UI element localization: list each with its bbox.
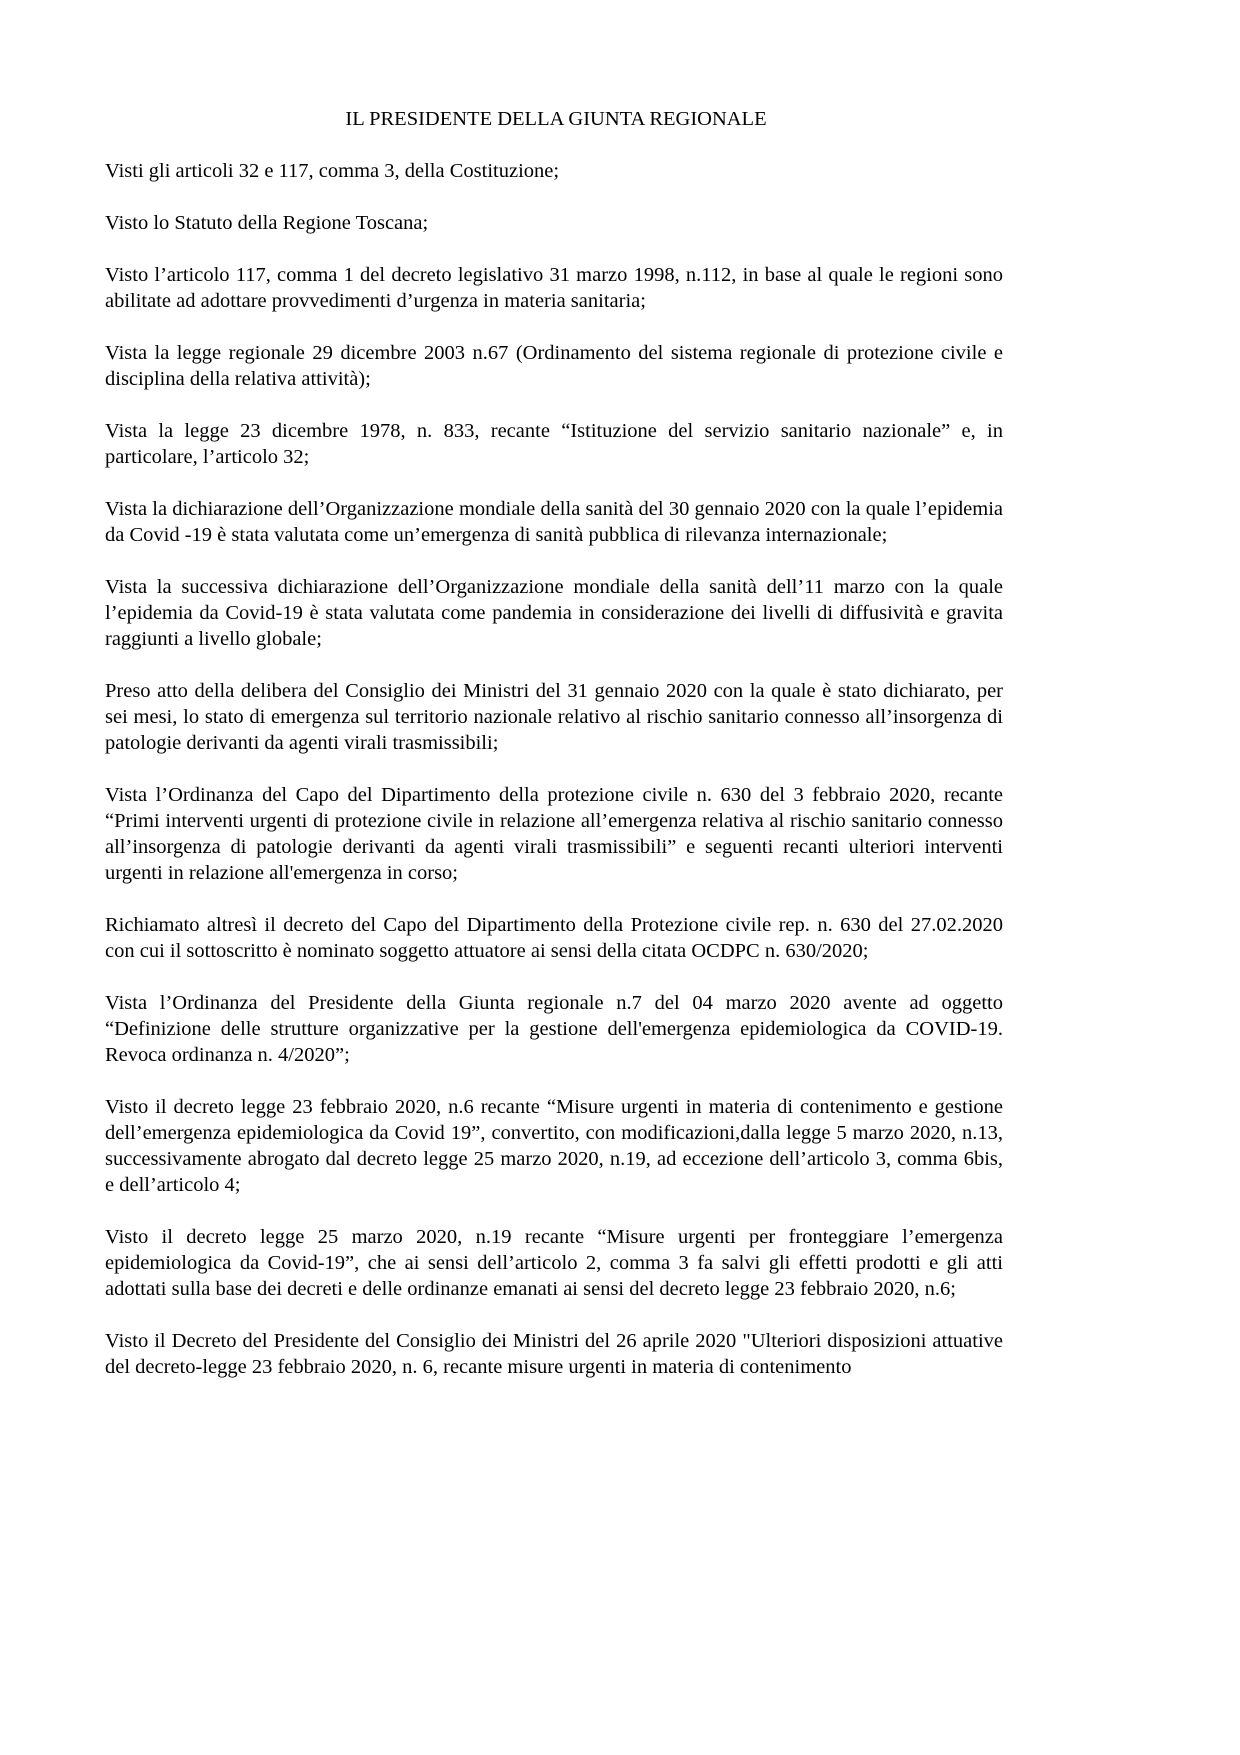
- paragraph-oms-30-gennaio: Vista la dichiarazione dell’Organizzazione mondiale della sanità del 30 gennaio 2020 con la quale l’epidemia da Covid -19 è stata valutata come un’emergenza di sanità pubblica di rilevanza internazionale;: [105, 498, 1003, 546]
- paragraph-oms-11-marzo: Vista la successiva dichiarazione dell’Organizzazione mondiale della sanità dell’11 marzo con la quale l’epidemia da Covid-19 è stata valutata come pandemia in considerazione dei livelli di diffusività e gravita raggiunti a livello globale;: [105, 576, 1003, 650]
- document-title: IL PRESIDENTE DELLA GIUNTA REGIONALE: [345, 108, 767, 130]
- paragraph-statuto: Visto lo Statuto della Regione Toscana;: [105, 212, 429, 234]
- paragraph-dlgs-112-1998: Visto l’articolo 117, comma 1 del decreto legislativo 31 marzo 1998, n.112, in base al quale le regioni sono abilitate ad adottare provvedimenti d’urgenza in materia sanitaria;: [105, 264, 1003, 312]
- document-page: [105, 106, 1003, 1406]
- paragraph-decreto-capo-dipartimento: Richiamato altresì il decreto del Capo del Dipartimento della Protezione civile rep. n. 630 del 27.02.2020 con cui il sottoscritto è nominato soggetto attuatore ai sensi della citata OCDPC n. 630/2020;: [105, 914, 1003, 962]
- paragraph-lr-67-2003: Vista la legge regionale 29 dicembre 2003 n.67 (Ordinamento del sistema regionale di protezione civile e disciplina della relativa attività);: [105, 342, 1003, 390]
- paragraph-ocdpc-630: Vista l’Ordinanza del Capo del Dipartimento della protezione civile n. 630 del 3 febbraio 2020, recante “Primi interventi urgenti di protezione civile in relazione all’emergenza relativa al rischio sanitario connesso all’insorgenza di patologie derivanti da agenti virali trasmissibili” e seguenti recanti ulteriori interventi urgenti in relazione all'emergenza in corso;: [105, 784, 1003, 884]
- paragraph-costituzione: Visti gli articoli 32 e 117, comma 3, della Costituzione;: [105, 160, 560, 182]
- paragraph-legge-833-1978: Vista la legge 23 dicembre 1978, n. 833, recante “Istituzione del servizio sanitario nazionale” e, in particolare, l’articolo 32;: [105, 420, 1003, 468]
- paragraph-dl-19-2020: Visto il decreto legge 25 marzo 2020, n.19 recante “Misure urgenti per fronteggiare l’emergenza epidemiologica da Covid-19”, che ai sensi dell’articolo 2, comma 3 fa salvi gli effetti prodotti e gli atti adottati sulla base dei decreti e delle ordinanze emanati ai sensi del decreto legge 23 febbraio 2020, n.6;: [105, 1226, 1003, 1300]
- paragraph-delibera-cdm: Preso atto della delibera del Consiglio dei Ministri del 31 gennaio 2020 con la quale è stato dichiarato, per sei mesi, lo stato di emergenza sul territorio nazionale relativo al rischio sanitario connesso all’insorgenza di patologie derivanti da agenti virali trasmissibili;: [105, 680, 1003, 754]
- paragraph-ordinanza-n7: Vista l’Ordinanza del Presidente della Giunta regionale n.7 del 04 marzo 2020 avente ad oggetto “Definizione delle strutture organizzative per la gestione dell'emergenza epidemiologica da COVID-19. Revoca ordinanza n. 4/2020”;: [105, 992, 1003, 1066]
- paragraph-dpcm-26-aprile: Visto il Decreto del Presidente del Consiglio dei Ministri del 26 aprile 2020 "Ulteriori disposizioni attuative del decreto-legge 23 febbraio 2020, n. 6, recante misure urgenti in materia di contenimento: [105, 1330, 1003, 1378]
- paragraph-dl-6-2020: Visto il decreto legge 23 febbraio 2020, n.6 recante “Misure urgenti in materia di contenimento e gestione dell’emergenza epidemiologica da Covid 19”, convertito, con modificazioni,dalla legge 5 marzo 2020, n.13, successivamente abrogato dal decreto legge 25 marzo 2020, n.19, ad eccezione dell’articolo 3, comma 6bis, e dell’articolo 4;: [105, 1096, 1003, 1196]
